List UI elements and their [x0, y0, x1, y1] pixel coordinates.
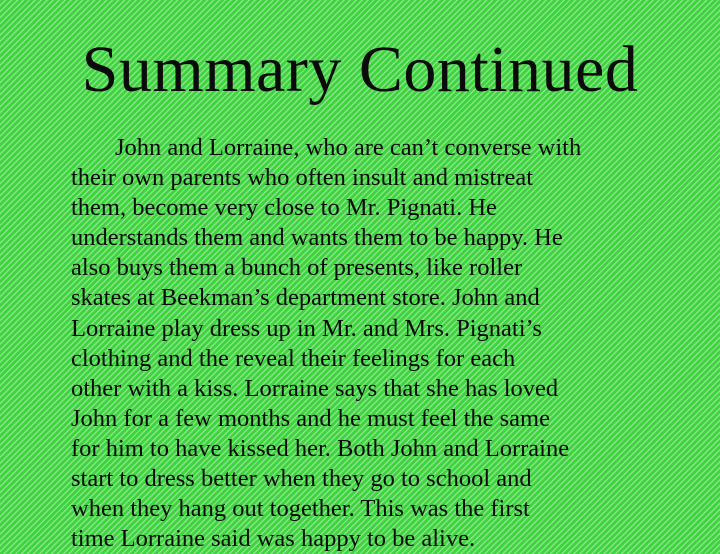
paragraph-line: when they hang out together. This was the first	[71, 495, 530, 523]
paragraph-line: understands them and wants them to be happy. He	[71, 224, 563, 252]
paragraph-line: time Lorraine said was happy to be alive.	[71, 525, 476, 553]
summary-paragraph	[71, 133, 691, 554]
paragraph-line: for him to have kissed her. Both John and Lorraine	[71, 434, 570, 462]
paragraph-line: Lorraine play dress up in Mr. and Mrs. Pignati’s	[71, 314, 542, 342]
paragraph-line: their own parents who often insult and mistreat	[71, 164, 533, 192]
paragraph-line: start to dress better when they go to school and	[71, 465, 532, 493]
paragraph-line: clothing and the reveal their feelings for each	[71, 344, 516, 372]
paragraph-line: John for a few months and he must feel the same	[71, 404, 550, 432]
paragraph-line: skates at Beekman’s department store. John and	[71, 284, 540, 312]
paragraph-line: John and Lorraine, who are can’t converse with	[115, 134, 582, 161]
paragraph-line: other with a kiss. Lorraine says that she has loved	[71, 374, 559, 402]
slide-title: Summary Continued	[81, 33, 639, 106]
paragraph-line: them, become very close to Mr. Pignati. He	[71, 194, 497, 222]
paragraph-line: also buys them a bunch of presents, like roller	[71, 254, 523, 282]
